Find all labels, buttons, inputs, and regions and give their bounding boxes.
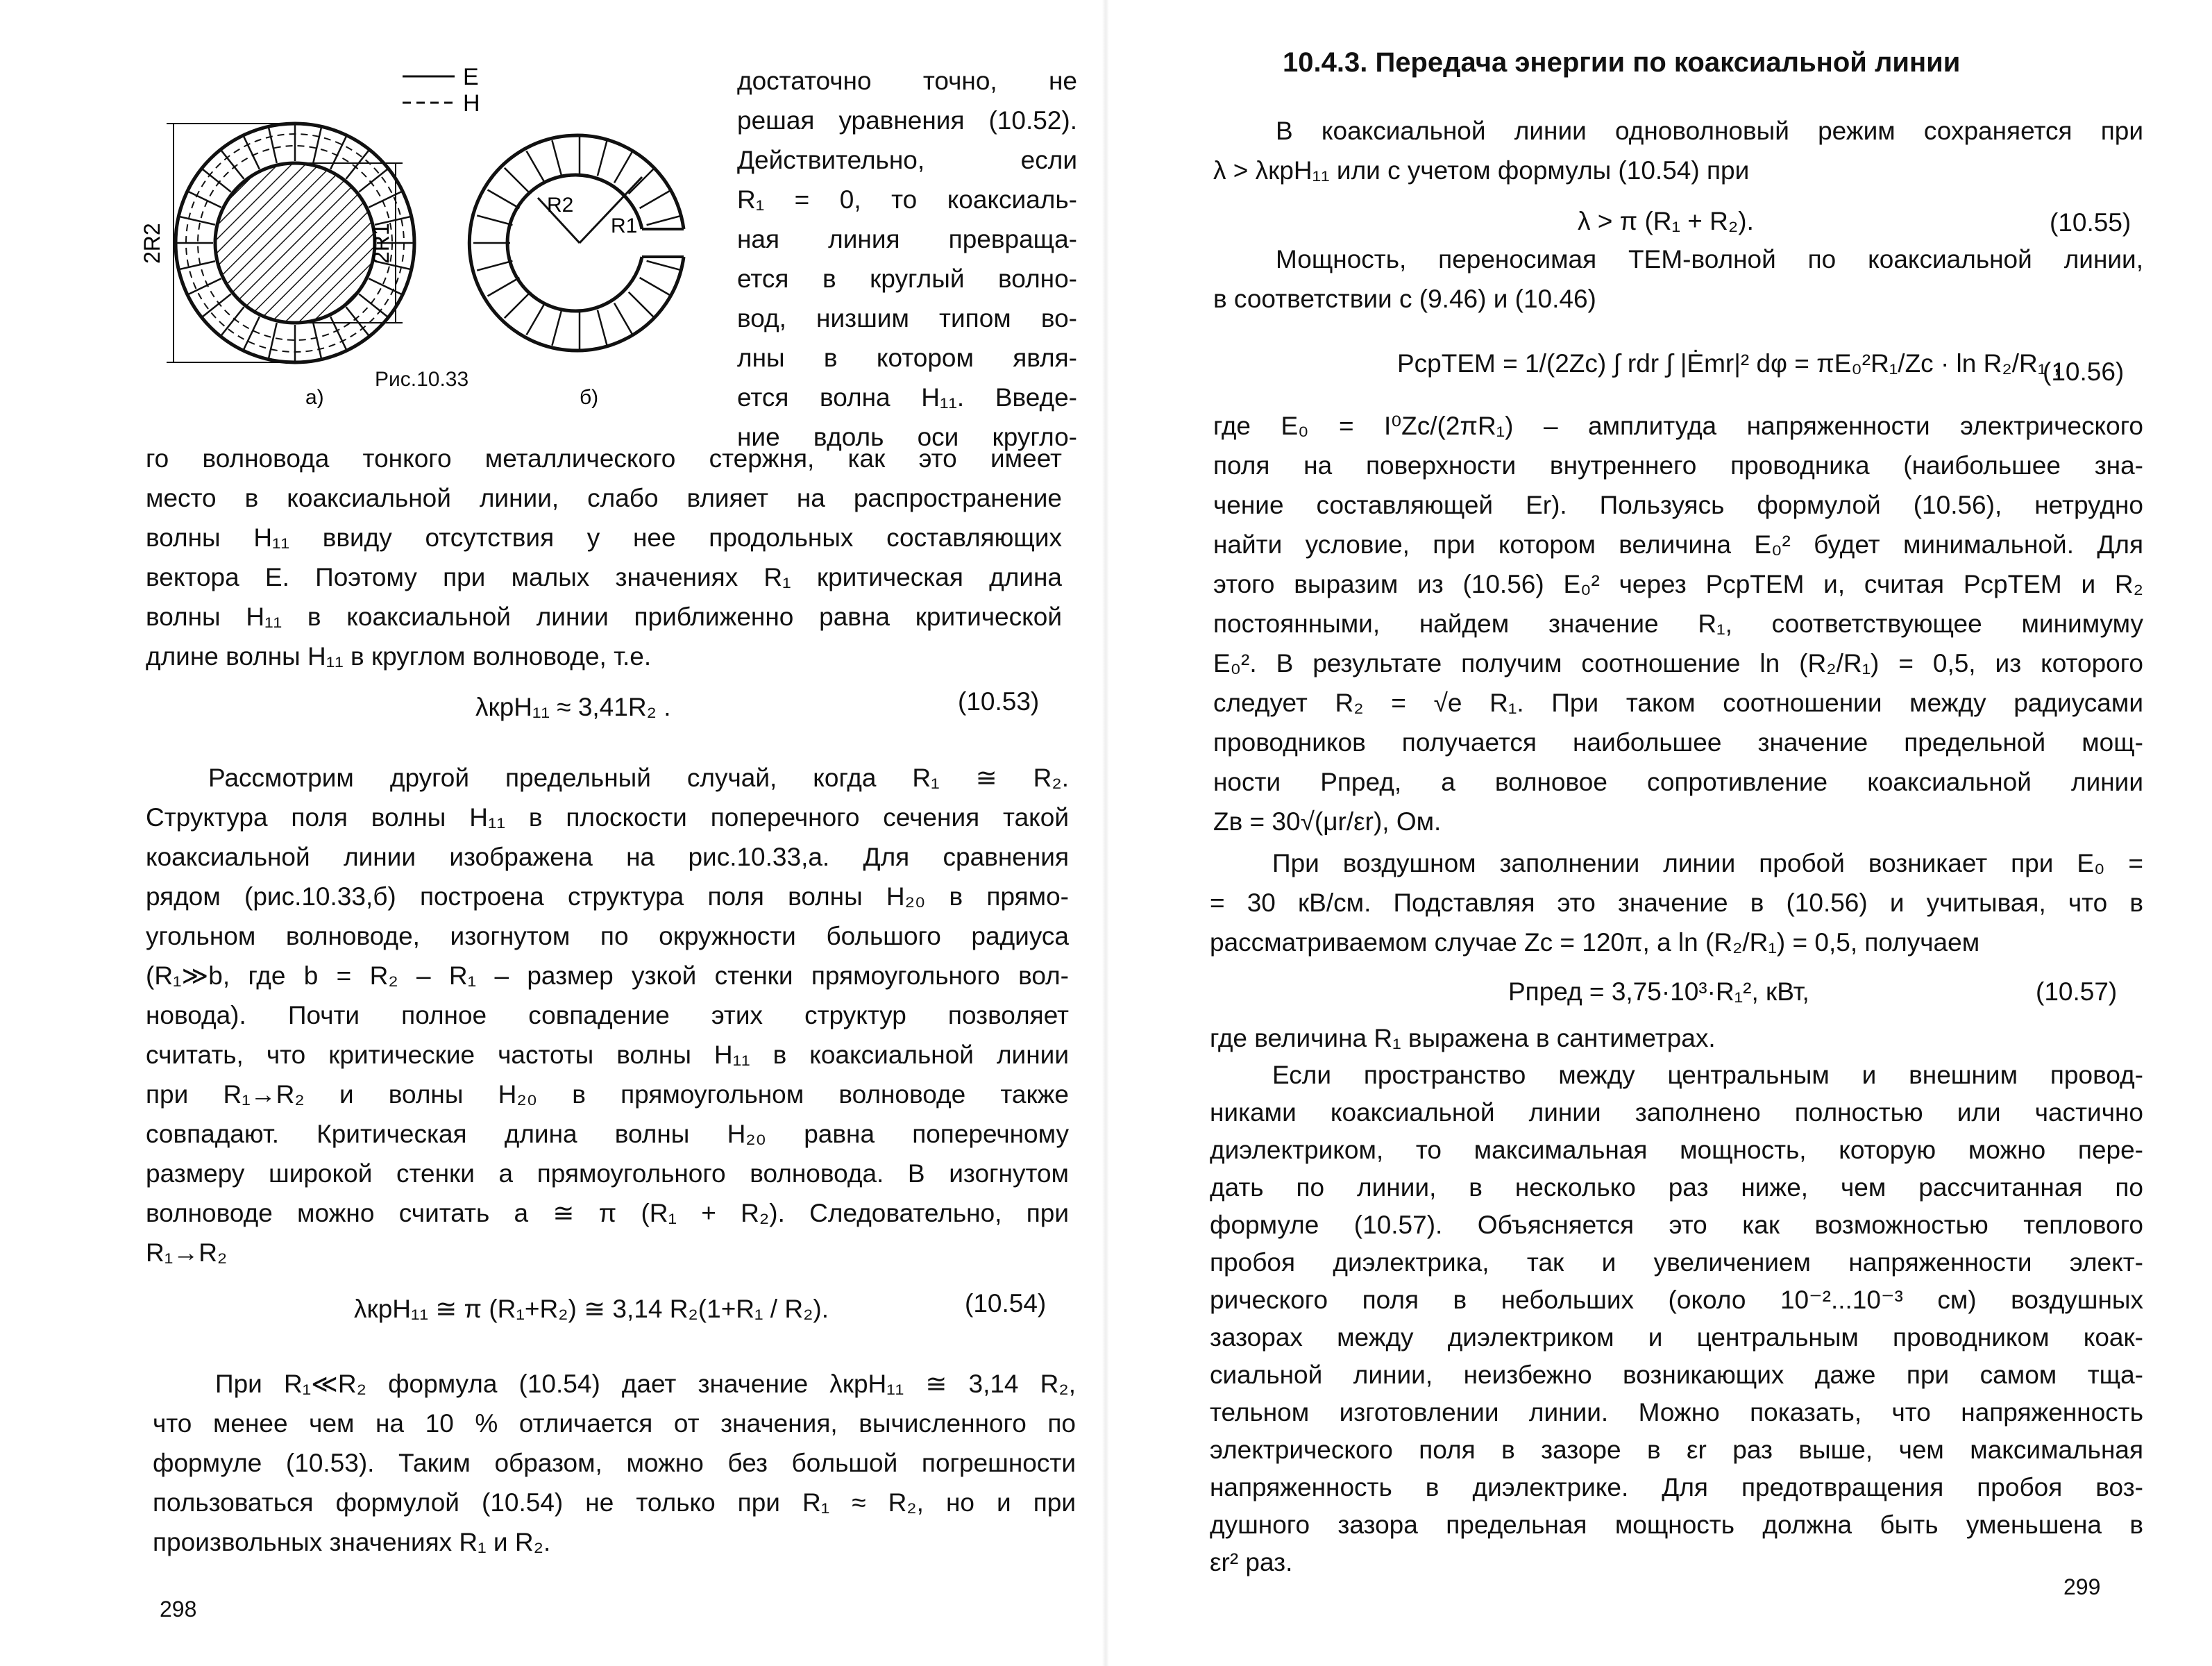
left-paragraph-2: Рассмотрим другой предельный случай, когда R₁ ≅ R₂. Структура поля волны H₁₁ в плоскости поперечного сечения такой коаксиальной линии изображена на рис.10.33,а. Для сравнения рядом (рис.10.33,б) построена структура поля волны H₂₀ в прямо- угольном волноводе, изогнутом по окружности большого радиуса (R₁≫b, где b = R₂ – R₁ – размер узкой стенки прямоугольного вол- новода). Почти полное совпадение этих структур позволяет считать, что критические частоты волны H₁₁ в коаксиальной линии при R₁→R₂ и волны H₂₀ в прямоугольном волноводе также совпадают. Критическая длина волны H₂₀ равна поперечному размеру широкой стенки a прямоугольного волновода. В изогнутом волноводе можно считать a ≅ π (R₁ + R₂). Следовательно, при R₁→R₂ (146, 764, 1069, 1267)
equation-10-55: λ > π (R₁ + R₂). (1578, 207, 1754, 235)
section-heading: 10.4.3. Передача энергии по коаксиальной линии (1283, 47, 1961, 78)
right-paragraph-4: При воздушном заполнении линии пробой возникает при E₀ = = 30 кВ/см. Подставляя это значение в (10.56) и учитывая, что в рассматриваемом случае Zc = 120π, а ln (R₂/R₁) = 0,5, получаем (1210, 849, 2143, 957)
right-paragraph-1: В коаксиальной линии одноволновый режим сохраняется при λ > λкрH₁₁ или с учетом формулы (10.54) при (1213, 117, 2143, 185)
equation-10-57-number: (10.57) (2036, 977, 2118, 1006)
equation-10-57: Pпред = 3,75·10³·R₁², кВт, (1508, 977, 1809, 1006)
figure-10-33 (125, 56, 722, 416)
label-b: б) (580, 386, 599, 409)
label-2r2: 2R2 (140, 223, 164, 264)
right-paragraph-6: Если пространство между центральным и внешним провод- никами коаксиальной линии заполнено полностью или частично диэлектриком, то максимальная мощность, которую можно пере- дать по линии, в несколько раз ниже, чем рассчитанная по формуле (10.57). Объясняется это как возможностью теплового пробоя диэлектрика, так и увеличением напряженности элект- рического поля в небольших (около 10⁻²...10⁻³ см) воздушных зазорах между диэлектриком и центральным проводником коак- сиальной линии, неизбежно возникающих даже при самом тща- тельном изготовлении линии. Можно показать, что напряженность электрического поля в зазоре в εr раз выше, чем максимальная напряженность в диэлектрике. Для предотвращения пробоя воз- душного зазора предельная мощность должна быть уменьшена в εr² раз. (1210, 1061, 2143, 1576)
equation-10-56: PсрTEM = 1/(2Zc) ∫ rdr ∫ |Ėmr|² dφ = πE₀²R₁/Zc · ln R₂/R₁ , (1397, 349, 2061, 378)
equation-10-54: λкрH₁₁ ≅ π (R₁+R₂) ≅ 3,14 R₂(1+R₁ / R₂). (354, 1295, 829, 1323)
label-r1: R1 (611, 214, 638, 237)
label-2r1: 2R1 (369, 223, 394, 264)
equation-10-53: λкрH₁₁ ≈ 3,41R₂ . (475, 693, 671, 721)
equation-10-54-number: (10.54) (965, 1289, 1047, 1318)
equation-10-55-number: (10.55) (2050, 208, 2131, 237)
equation-10-56-number: (10.56) (2043, 357, 2125, 386)
equation-10-53-number: (10.53) (958, 687, 1040, 716)
right-paragraph-3: где E₀ = I⁰Zc/(2πR₁) – амплитуда напряженности электрического поля на поверхности внутреннего проводника (наибольшее зна- чение составляющей Er). Пользуясь формулой (10.56), нетрудно найти условие, при котором величина E₀² будет минимальной. Для этого выразим из (10.56) E₀² через PсрTEM и, считая PсрTEM и R₂ постоянными, найдем значение R₁, соответствующее минимуму E₀². В результате получим соотношение ln (R₂/R₁) = 0,5, из которого следует R₂ = √e R₁. При таком соотношении между радиусами проводников получается наибольшее значение предельной мощ- ности Pпред, а волновое сопротивление коаксиальной линии Zв = 30√(μr/εr), Ом. (1213, 412, 2143, 836)
figure-caption: Рис.10.33 (375, 368, 469, 391)
right-page (1106, 0, 2212, 1666)
page-number-left: 298 (160, 1597, 197, 1622)
side-text: достаточно точно, не решая уравнения (10.52). Действительно, если R₁ = 0, то коаксиаль- ная линия превраща- ется в круглый волно- вод, низшим типом во- лны в котором явля- ется волна H₁₁. Введе- ние вдоль оси кругло- (737, 67, 1077, 451)
legend-h: H (463, 90, 480, 117)
label-a: а) (305, 386, 324, 409)
right-paragraph-5: где величина R₁ выражена в сантиметрах. (1210, 1024, 1716, 1052)
figure-b-bent-waveguide (469, 135, 684, 351)
label-r2: R2 (547, 194, 574, 217)
page-number-right: 299 (2063, 1574, 2101, 1599)
left-paragraph-1: го волновода тонкого металлического стержня, как это имеет место в коаксиальной линии, слабо влияет на распространение волны H₁₁ ввиду отсутствия у нее продольных составляющих вектора E. Поэтому при малых значениях R₁ критическая длина волны H₁₁ в коаксиальной линии приближенно равна критической длине волны H₁₁ в круглом волноводе, т.е. (146, 444, 1062, 671)
right-paragraph-2: Мощность, переносимая TEM-волной по коаксиальной линии, в соответствии с (9.46) и (10.46) (1213, 245, 2143, 313)
legend-e: E (463, 64, 479, 90)
left-paragraph-3: При R₁≪R₂ формула (10.54) дает значение λкрH₁₁ ≅ 3,14 R₂, что менее чем на 10 % отличается от значения, вычисленного по формуле (10.53). Таким образом, можно без большой погрешности пользоваться формулой (10.54) не только при R₁ ≈ R₂, но и при произвольных значениях R₁ и R₂. (153, 1370, 1076, 1556)
